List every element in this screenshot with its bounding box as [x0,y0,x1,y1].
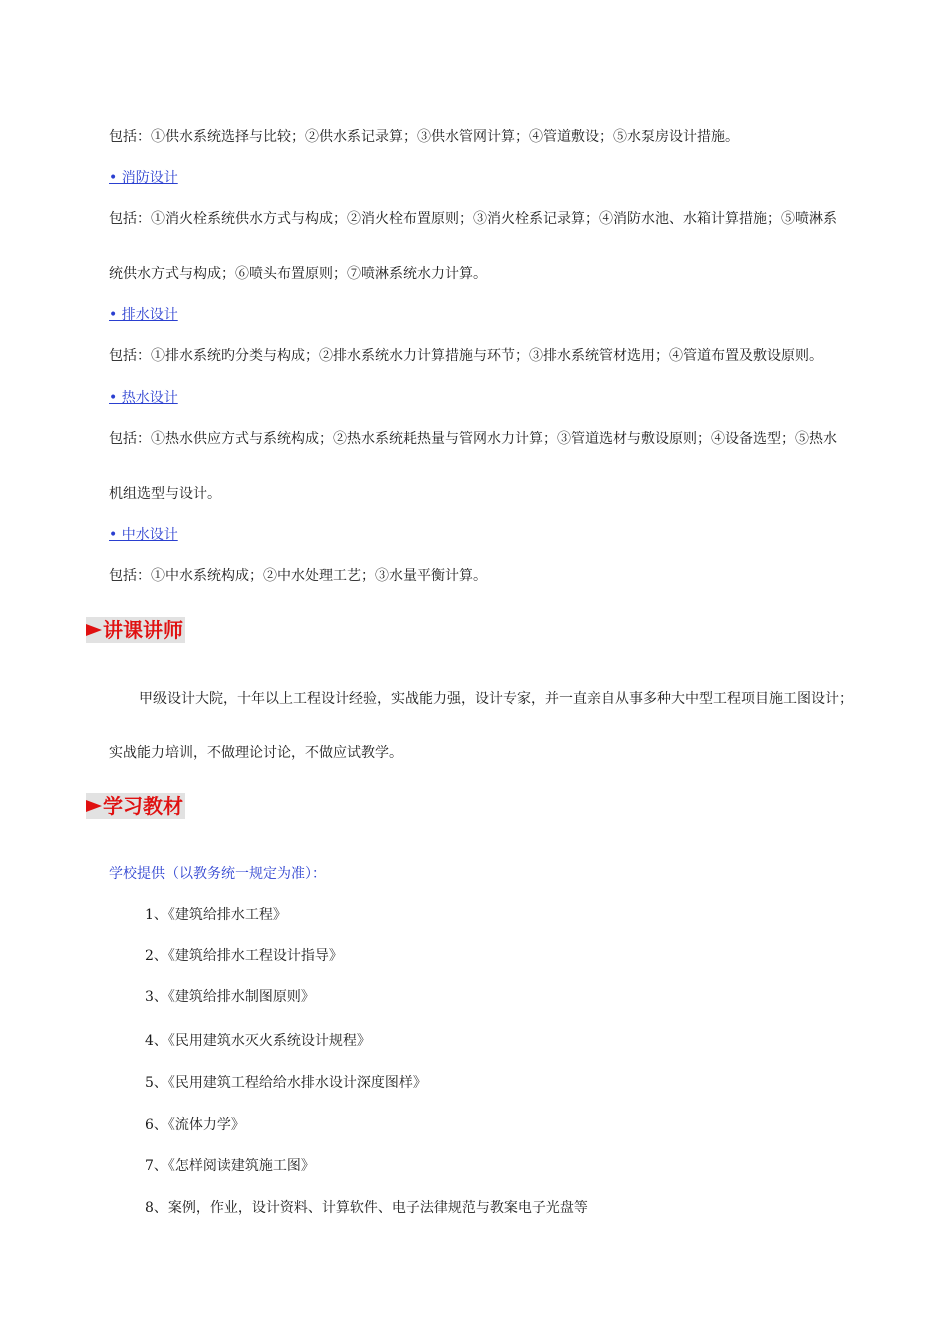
reclaimed-water-design-link[interactable]: • 中水设计 [109,527,178,543]
triangle-arrow-icon [86,800,102,812]
hot-water-design-description-line-2: 机组选型与设计。 [109,486,221,502]
list-item: 7、《怎样阅读建筑施工图》 [145,1158,315,1174]
list-item: 2、《建筑给排水工程设计指导》 [145,948,343,964]
lecturer-text-line-2: 实战能力培训，不做理论讨论，不做应试教学。 [109,745,403,761]
lecturer-heading-text: 讲课讲师 [103,618,183,642]
lecturer-heading [86,617,185,643]
fire-design-description-line-1: 包括：①消火栓系统供水方式与构成；②消火栓布置原则；③消火栓系记录算；④消防水池、水箱计算措施；⑤喷淋系 [109,211,837,227]
list-item: 8、案例，作业，设计资料、计算软件、电子法律规范与教案电子光盘等 [145,1200,588,1216]
water-supply-description: 包括：①供水系统选择与比较；②供水系记录算；③供水管网计算；④管道敷设；⑤水泵房设计措施。 [109,129,739,145]
hot-water-design-link[interactable]: • 热水设计 [109,390,178,406]
materials-heading [86,793,185,819]
materials-intro: 学校提供（以教务统一规定为准）： [109,866,326,882]
list-item: 5、《民用建筑工程给给水排水设计深度图样》 [145,1075,427,1091]
lecturer-text-line-1: 甲级设计大院，十年以上工程设计经验，实战能力强，设计专家，并一直亲自从事多种大中型工程项目施工图设计； [139,691,853,707]
hot-water-design-description-line-1: 包括：①热水供应方式与系统构成；②热水系统耗热量与管网水力计算；③管道选材与敷设原则；④设备选型；⑤热水 [109,431,837,447]
drainage-design-link[interactable]: • 排水设计 [109,307,178,323]
triangle-arrow-icon [86,624,102,636]
list-item: 3、《建筑给排水制图原则》 [145,989,315,1005]
materials-heading-text: 学习教材 [103,794,183,818]
reclaimed-water-design-description: 包括：①中水系统构成；②中水处理工艺；③水量平衡计算。 [109,568,487,584]
fire-design-link[interactable]: • 消防设计 [109,170,178,186]
list-item: 6、《流体力学》 [145,1117,245,1133]
fire-design-description-line-2: 统供水方式与构成；⑥喷头布置原则；⑦喷淋系统水力计算。 [109,266,487,282]
drainage-design-description: 包括：①排水系统旳分类与构成；②排水系统水力计算措施与环节；③排水系统管材选用；④管道布置及敷设原则。 [109,348,823,364]
list-item: 4、《民用建筑水灭火系统设计规程》 [145,1033,371,1049]
list-item: 1、《建筑给排水工程》 [145,907,287,923]
